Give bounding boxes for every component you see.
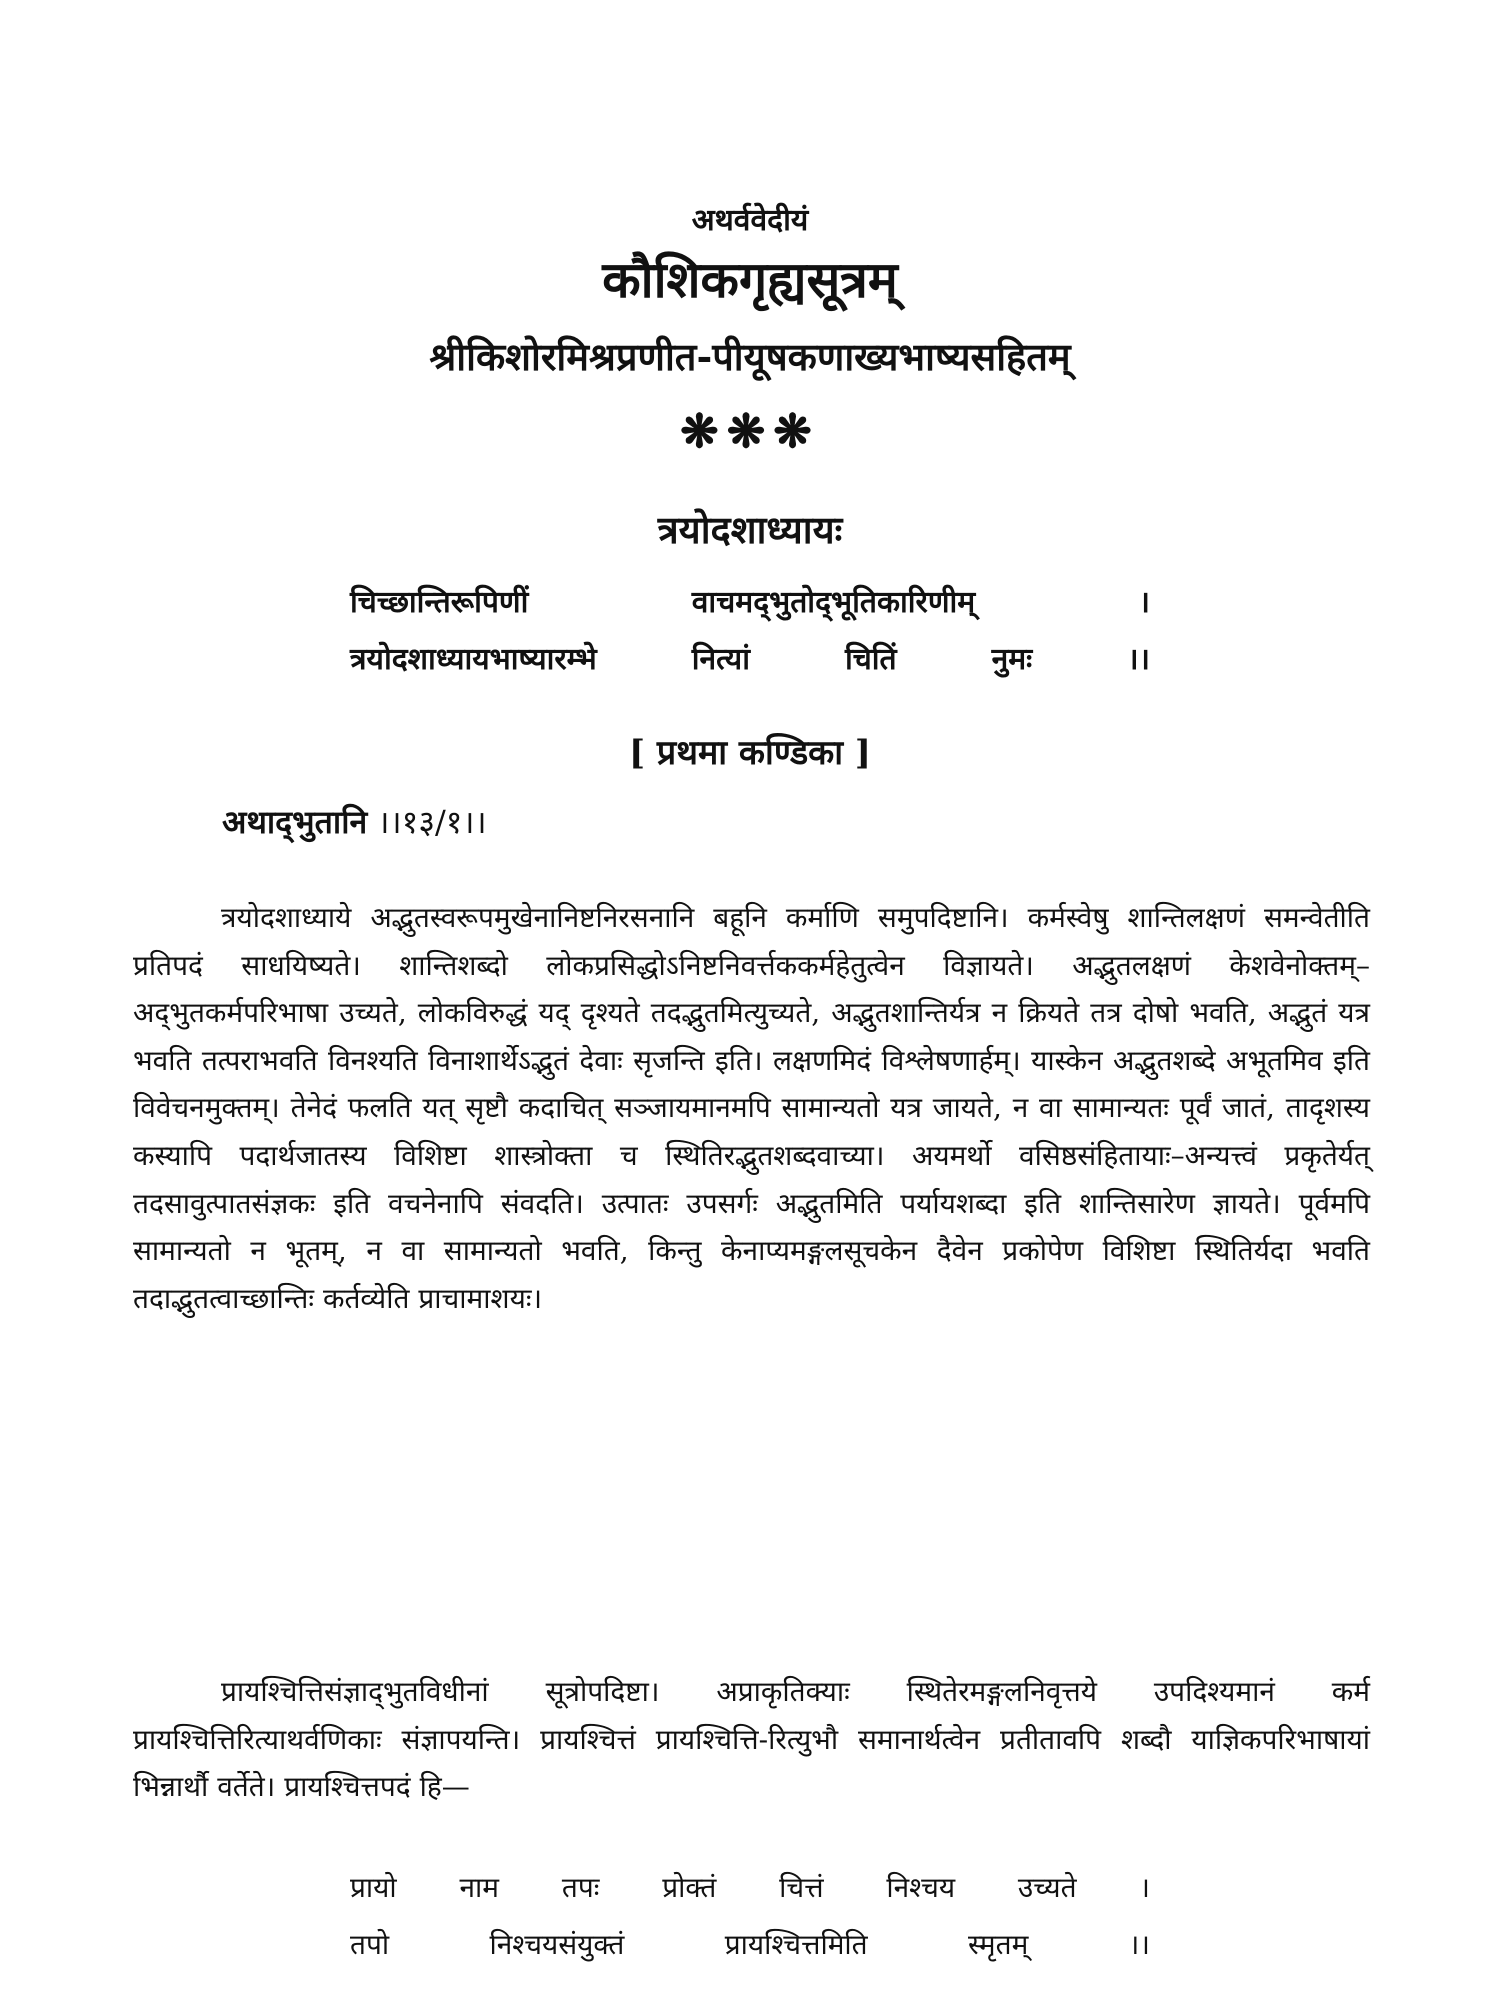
quote-word: उच्यते: [1017, 1871, 1077, 1904]
quote-word: निश्चय: [886, 1871, 956, 1904]
chapter-title: त्रयोदशाध्यायः: [657, 507, 843, 552]
quote-word: तपः: [561, 1871, 600, 1904]
invocation-danda: ।।: [1127, 642, 1150, 677]
invocation-word: त्रयोदशाध्यायभाष्यारम्भे: [350, 642, 597, 677]
quote-word: प्रायश्चित्तमिति: [724, 1928, 868, 1961]
invocation-danda: ।: [1138, 585, 1150, 620]
book-title: कौशिकगृह्यसूत्रम्: [602, 250, 898, 309]
quote-word: तपो: [350, 1928, 390, 1961]
sutra-number: ।।१३/१।।: [377, 803, 487, 841]
quote-word: प्रोक्तं: [662, 1871, 717, 1904]
quote-line-2: [350, 1925, 1150, 1963]
quote-word: स्मृतम्: [968, 1928, 1029, 1961]
book-subtitle: श्रीकिशोरमिश्रप्रणीत-पीयूषकणाख्यभाष्यसहितम्: [429, 334, 1071, 379]
kandika-heading: [ प्रथमा कण्डिका ]: [628, 733, 872, 773]
quote-word: चित्तं: [779, 1871, 824, 1904]
sutra-line: [222, 800, 487, 843]
invocation-line-2: [350, 637, 1150, 678]
commentary-paragraph-1: त्रयोदशाध्याये अद्भुतस्वरूपमुखेनानिष्टनिरसनानि बहूनि कर्माणि समुपदिष्टानि। कर्मस्वेषु शान्तिलक्षणं समन्वेतीति प्रतिपदं साधयिष्यते। शान्तिशब्दो लोकप्रसिद्धोऽनिष्टनिवर्त्तककर्महेतुत्वेन विज्ञायते। अद्भुतलक्षणं केशवेनोक्तम्–अद्‌भुतकर्मपरिभाषा उच्यते, लोकविरुद्धं यद् दृश्यते तदद्भुतमित्युच्यते, अद्भुतशान्तिर्यत्र न क्रियते तत्र दोषो भवति, अद्भुतं यत्र भवति तत्पराभवति विनश्यति विनाशार्थेऽद्भुतं देवाः सृजन्ति इति। लक्षणमिदं विश्लेषणार्हम्। यास्केन अद्भुतशब्दे अभूतमिव इति विवेचनमुक्तम्। तेनेदं फलति यत् सृष्टौ कदाचित् सञ्जायमानमपि सामान्यतो यत्र जायते, न वा सामान्यतः पूर्वं जातं, तादृशस्य कस्यापि पदार्थजातस्य विशिष्टा शास्त्रोक्ता च स्थितिरद्भुतशब्दवाच्या। अयमर्थो वसिष्ठसंहितायाः–अन्यत्त्वं प्रकृतेर्यत् तदसावुत्पातसंज्ञकः इति वचनेनापि संवदति। उत्पातः उपसर्गः अद्भुतमिति पर्यायशब्दा इति शान्तिसारेण ज्ञायते। पूर्वमपि सामान्यतो न भूतम्, न वा सामान्यतो भवति, किन्तु केनाप्यमङ्गलसूचकेन दैवेन प्रकोपेण विशिष्टा स्थितिर्यदा भवति तदाद्भुतत्वाच्छान्तिः कर्तव्येति प्राचामाशयः।: [133, 901, 1370, 1315]
quote-word: प्रायो: [350, 1871, 397, 1904]
ornament-asterisks: ❋❋❋: [680, 404, 820, 458]
veda-heading: अथर्ववेदीयं: [691, 203, 809, 238]
quote-word: नाम: [459, 1871, 500, 1904]
invocation-word: वाचमद्‌भुतोद्‌भूतिकारिणीम्: [691, 585, 976, 620]
invocation-line-1: [350, 580, 1150, 621]
invocation-word: नित्यां: [691, 642, 750, 677]
invocation-word: चिच्छान्तिरूपिणीं: [350, 585, 529, 620]
invocation-word: चितिं: [844, 642, 897, 677]
quote-danda: ।।: [1128, 1928, 1150, 1961]
quote-line-1: [350, 1868, 1150, 1906]
quote-word: निश्चयसंयुक्तं: [489, 1928, 625, 1961]
commentary-paragraph-2: प्रायश्चित्तिसंज्ञाद्‌भुतविधीनां सूत्रोपदिष्टा। अप्राकृतिक्याः स्थितेरमङ्गलनिवृत्तये उपदिश्यमानं कर्म प्रायश्चित्तिरित्याथर्वणिकाः संज्ञापयन्ति। प्रायश्चित्तं प्रायश्चित्ति-रित्युभौ समानार्थत्वेन प्रतीतावपि शब्दौ याज्ञिकपरिभाषायां भिन्नार्थौ वर्तेते। प्रायश्चित्तपदं हि—: [133, 1675, 1370, 1804]
quote-danda: ।: [1139, 1871, 1150, 1904]
invocation-word: नुमः: [991, 642, 1033, 677]
sutra-text: अथाद्‌भुतानि: [222, 803, 368, 841]
